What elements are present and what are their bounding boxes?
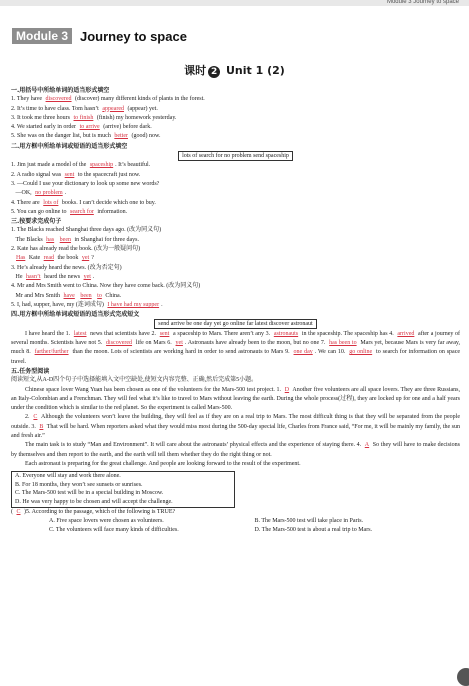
- page-corner-decoration: [457, 668, 469, 686]
- s3-q2: 2. Kate has already read the book. (改为一般疑问句): [11, 246, 141, 253]
- running-header: Module 3 Journey to space: [386, 0, 459, 5]
- answer: go online: [349, 349, 373, 356]
- cloze-passage: I have heard the 1. latest news that scientists have 2. sent a spaceship to Mars. There aren’t any 3. astronauts in the spaceship. The spaceship has 4. arrived after a journey of several months. Scientists have not 5. discovered life on Mars 6. yet . Astronauts have already been to the moon, but no one 7. has been to Mars yet, because Mars is very far away, much 8. farther/further than the moon. Lots of scientists are working hard in order to send astronauts to Mars 9. one day . We can 10. go online to search for information on space travel.: [11, 330, 461, 365]
- answer: has: [46, 236, 55, 243]
- section-3-title: 三.按要求完成句子: [11, 218, 62, 226]
- s3-q4: 4. Mr and Mrs Smith went to China. Now they have come back. (改为同义句): [11, 283, 201, 290]
- module-header: [12, 28, 187, 44]
- word-box: lots of search for no problem send spaceship: [178, 151, 293, 161]
- reading-instructions: 阅读短文,从A-D四个句子中选择能填入文中空缺处,使短文内容完整、正确,然后完成第5小题。: [11, 377, 258, 384]
- section-5-title: 五.任务型阅读: [11, 367, 50, 375]
- s1-q1: 1. They have discovered (discover) many different kinds of plants in the forest.: [11, 96, 205, 103]
- s2-q3-reply: —OK, no problem .: [15, 190, 67, 197]
- s1-q4: 4. We started early in order to arrive (arrive) before dark.: [11, 124, 152, 131]
- choice-a: A. Five space lovers were chosen as volunteers.: [49, 517, 164, 524]
- answer: read: [43, 255, 54, 262]
- answer: yet: [175, 340, 183, 347]
- choice-b: B. The Mars-500 test will take place in Paris.: [254, 517, 364, 524]
- choice-d: D. The Mars-500 test is about a real trip to Mars.: [254, 527, 373, 534]
- worksheet-content: [11, 86, 460, 535]
- option-c: C. The Mars-500 test will be in a special building in Moscow.: [15, 490, 164, 497]
- answer: astronauts: [273, 330, 299, 337]
- answer: arrived: [397, 330, 415, 337]
- answer: B: [39, 423, 44, 430]
- answer: C: [16, 508, 21, 515]
- answer: search for: [70, 208, 94, 215]
- reading-para-2: 2. C Although the volunteers won’t leave the building, they will feel as if they are on a real trip to Mars. The most difficult thing is that they will be separated from the people outside. 3. B That will be hard. When reporters asked what they would miss most during the 500-day special life, Charles from France said, “For me, it will be mainly my family, the sun and fresh air.”: [11, 414, 461, 439]
- s3-q3-answer: He hasn’t heard the news yet .: [15, 273, 95, 280]
- q5-choices-row-1: [11, 517, 460, 526]
- answer: D: [284, 386, 290, 393]
- answer: C: [33, 414, 38, 421]
- answer: sent: [159, 330, 170, 337]
- reading-para-4: Each astronaut is preparing for the great challenge. And people are looking forward to the result of the experiment.: [25, 460, 301, 467]
- s2-q3: 3. —Could I use your dictionary to look up some new words?: [11, 180, 160, 187]
- s3-q3: 3. He’s already heard the news. (改为否定句): [11, 264, 122, 271]
- answer: farther/further: [34, 349, 69, 356]
- section-1-title: 一.用括号中所给单词的适当形式填空: [11, 87, 110, 94]
- answer: appeared: [102, 105, 125, 112]
- s1-q2: 2. It’s time to have class. Tom hasn’t appeared (appear) yet.: [11, 105, 158, 112]
- answer: Has: [16, 255, 26, 262]
- option-d: D. He was very happy to be chosen and will accept the challenge.: [15, 498, 173, 505]
- answer: lots of: [43, 199, 59, 206]
- answer: A: [364, 442, 370, 449]
- module-title: Journey to space: [80, 28, 187, 44]
- answer: to: [97, 292, 102, 299]
- answer: no problem: [35, 190, 63, 197]
- s2-q5: 5. You can go online to search for information.: [11, 208, 128, 215]
- lesson-number-icon: 2: [208, 66, 220, 78]
- section-4-title: 四.用方框中所给单词或短语的适当形式完成短文: [11, 311, 140, 319]
- module-badge: Module 3: [12, 28, 72, 44]
- options-box: [11, 471, 235, 507]
- answer: been: [59, 236, 71, 243]
- answer: have: [63, 292, 75, 299]
- answer: yet: [81, 255, 90, 262]
- question-5: ( C )5. According to the passage, which of the following is TRUE?: [11, 508, 176, 515]
- answer: has been to: [329, 340, 357, 347]
- answer: to finish: [73, 114, 94, 121]
- s1-q5: 5. She was on the danger list, but is much better (good) now.: [11, 133, 161, 140]
- answer: one day: [293, 349, 313, 356]
- answer: been: [80, 292, 92, 299]
- reading-para-3: The main task is to study “Man and Environment”. It will care about the astronauts’ physical effects and the experience of staying there. 4. A So they will have to make decisions by themselves and then report to the earth, and the earth will tell them whether they do the right thing or not.: [11, 442, 461, 458]
- answer: yet: [83, 273, 91, 280]
- option-b: B. For 18 months, they won’t see sunsets or sunrises.: [15, 481, 143, 488]
- top-strip: [0, 0, 469, 6]
- section-2-title: 二.用方框中所给单词或短语的适当形式填空: [11, 142, 128, 150]
- choice-c: C. The volunteers will face many kinds of difficulties.: [49, 527, 179, 534]
- word-box: send arrive be one day yet go online far latest discover astronaut: [154, 319, 316, 329]
- s3-q5: 5. I, had, supper, have, my (连词成句) I have had my supper .: [11, 301, 163, 308]
- answer: better: [114, 133, 128, 140]
- answer: I have had my supper: [107, 301, 160, 308]
- lesson-title: 课时 2 Unit 1 (2): [184, 64, 285, 77]
- answer: discovered: [45, 96, 72, 103]
- s3-q2-answer: Has Kate read the book yet ?: [16, 255, 94, 262]
- s2-q1: 1. Jim just made a model of the spaceship . It’s beautiful.: [11, 162, 151, 169]
- s1-q3: 3. It took me three hours to finish (finish) my homework yesterday.: [11, 114, 177, 121]
- answer: latest: [73, 330, 87, 337]
- option-a: A. Everyone will stay and work there alone.: [15, 473, 121, 480]
- answer: to arrive: [79, 124, 100, 131]
- answer: hasn’t: [26, 273, 41, 280]
- s2-q4: 4. There are lots of books. I can’t decide which one to buy.: [11, 199, 156, 206]
- s2-q2: 2. A radio signal was sent to the spacecraft just now.: [11, 171, 141, 178]
- reading-para-1: Chinese space lover Wang Yuan has been chosen as one of the volunteers for the Mars-500 test project. 1. D Another five volunteers are all space lovers. They are three Russians, an Italy-Colombian and a Frenchman. They will feel what it’s like to travel to Mars without leaving the earth. During the whole process(过程), they are locked up for one and a half years under the condition which is similar to the red planet. So the experiment is called Mars-500.: [11, 386, 461, 412]
- answer: spaceship: [89, 162, 114, 169]
- answer: discovered: [106, 340, 133, 347]
- s3-q1-answer: The Blacks has been in Shanghai for three days.: [15, 236, 139, 243]
- q5-choices-row-2: [11, 526, 460, 535]
- s3-q1: 1. The Blacks reached Shanghai three days ago. (改为同义句): [11, 227, 162, 234]
- s3-q4-answer: Mr and Mrs Smith have been to China.: [15, 292, 122, 299]
- answer: sent: [64, 171, 75, 178]
